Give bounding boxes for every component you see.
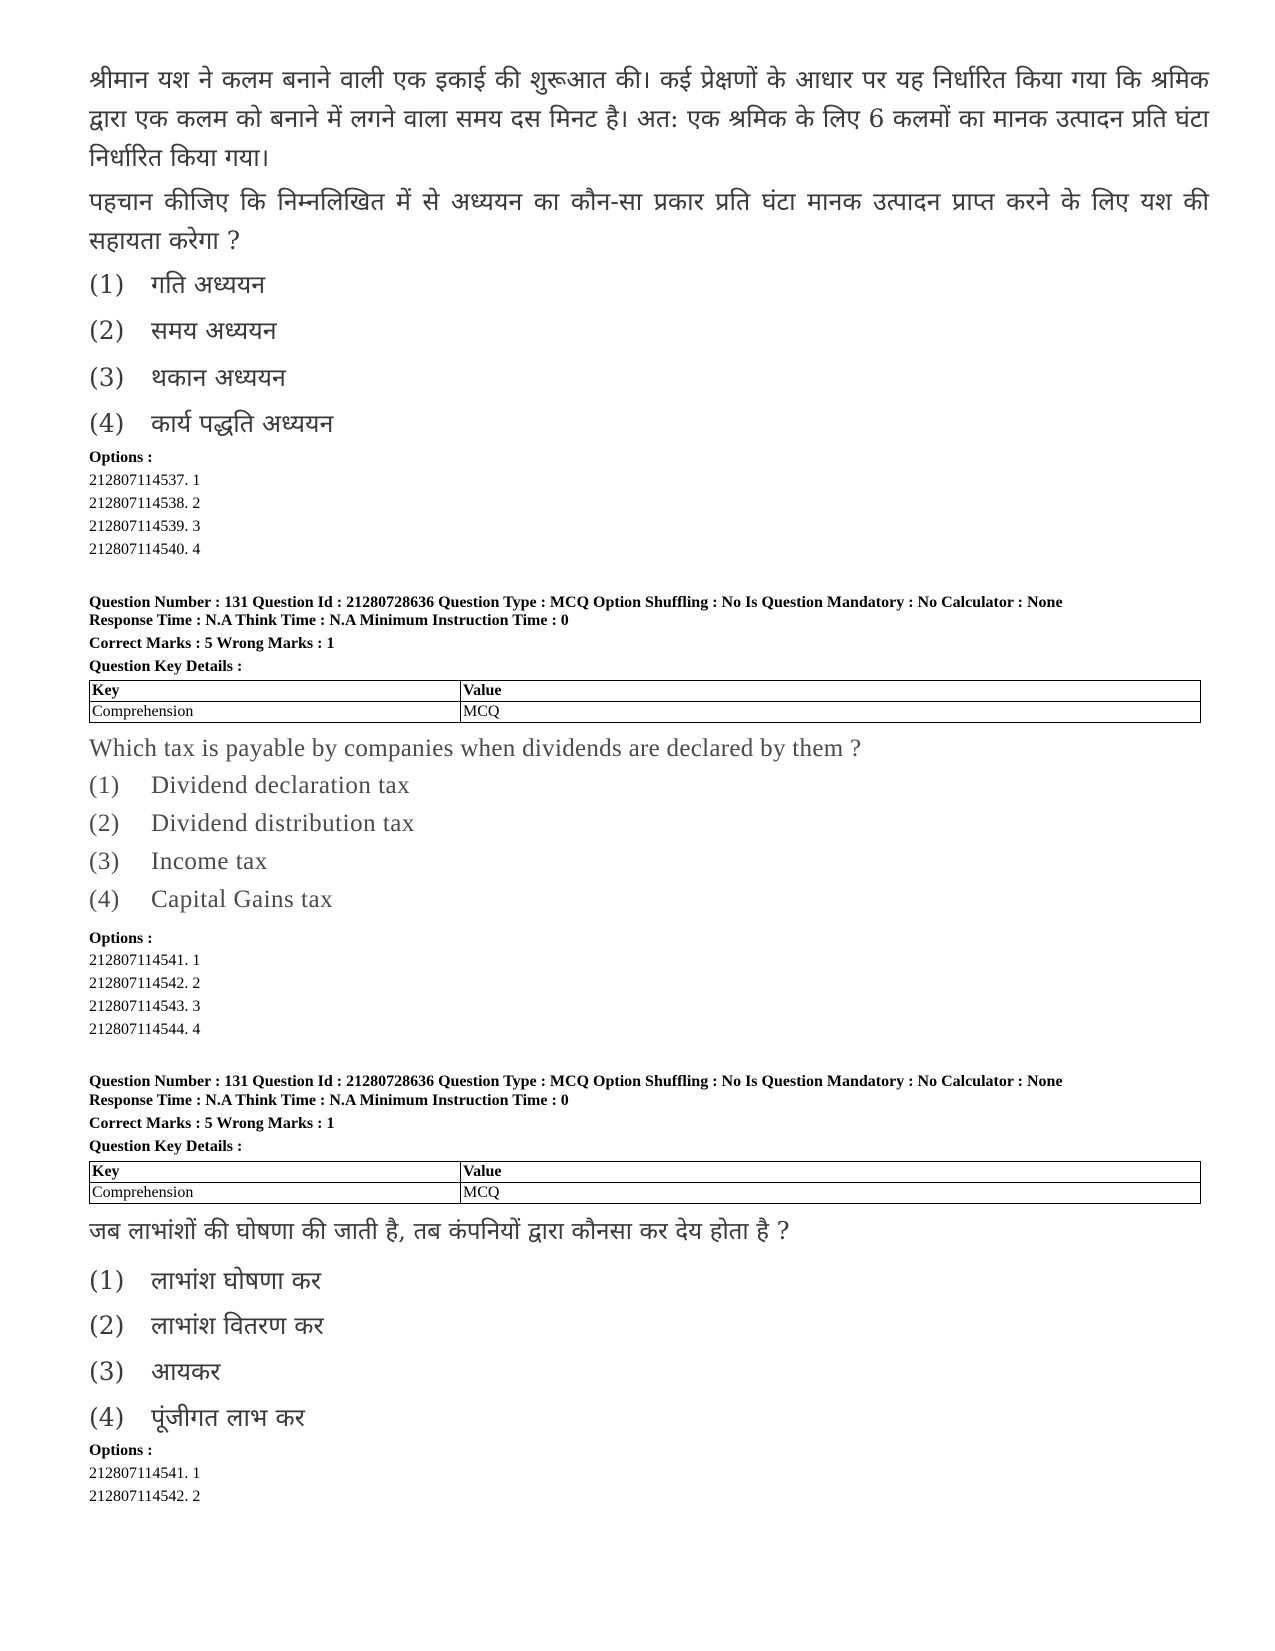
choice-1 bbox=[89, 772, 410, 800]
choice-number: (3) bbox=[89, 848, 120, 875]
table-header-row bbox=[90, 1162, 1201, 1183]
table-cell-key: Comprehension bbox=[90, 702, 461, 723]
choice-2 bbox=[89, 313, 277, 347]
options-label: Options : bbox=[89, 1442, 153, 1459]
question-text: Which tax is payable by companies when dividends are declared by them ? bbox=[89, 735, 862, 762]
choice-number: (4) bbox=[89, 886, 120, 913]
option-id: 212807114541. 1 bbox=[89, 952, 201, 969]
table-row bbox=[90, 702, 1201, 723]
table-header-key: Key bbox=[90, 681, 461, 702]
options-label: Options : bbox=[89, 449, 153, 466]
choice-4 bbox=[89, 1400, 305, 1434]
choice-number: (4) bbox=[89, 1403, 125, 1432]
choice-text: Dividend distribution tax bbox=[151, 810, 415, 837]
question-meta: Response Time : N.A Think Time : N.A Minimum Instruction Time : 0 bbox=[89, 1092, 569, 1109]
choice-1 bbox=[89, 267, 265, 301]
table-row bbox=[90, 1183, 1201, 1204]
option-id: 212807114538. 2 bbox=[89, 495, 201, 512]
choice-number: (2) bbox=[89, 1311, 125, 1340]
option-id: 212807114539. 3 bbox=[89, 518, 201, 535]
option-id: 212807114540. 4 bbox=[89, 541, 201, 558]
choice-4 bbox=[89, 406, 333, 440]
choice-text: समय अध्ययन bbox=[151, 316, 277, 345]
choice-3 bbox=[89, 360, 286, 394]
table-header-value: Value bbox=[461, 1162, 1201, 1183]
question-meta: Response Time : N.A Think Time : N.A Minimum Instruction Time : 0 bbox=[89, 612, 569, 629]
choice-1 bbox=[89, 1263, 321, 1297]
choice-text: लाभांश वितरण कर bbox=[151, 1311, 324, 1340]
choice-4 bbox=[89, 886, 333, 914]
choice-text: लाभांश घोषणा कर bbox=[151, 1266, 322, 1295]
table-cell-value: MCQ bbox=[461, 702, 1201, 723]
question-marks: Correct Marks : 5 Wrong Marks : 1 bbox=[89, 1115, 335, 1132]
passage-paragraph: श्रीमान यश ने कलम बनाने वाली एक इकाई की शुरूआत की। कई प्रेक्षणों के आधार पर यह निर्धारित किया गया कि श्रमिक द्वारा एक कलम को बनाने में लगने वाला समय दस मिनट है। अत: एक श्रमिक के लिए 6 कलमों का मानक उत्पादन प्रति घंटा निर्धारित किया गया। bbox=[89, 65, 1209, 172]
choice-text: गति अध्ययन bbox=[151, 270, 266, 299]
choice-text: पूंजीगत लाभ कर bbox=[151, 1403, 305, 1432]
choice-number: (3) bbox=[89, 1357, 125, 1386]
key-details-label: Question Key Details : bbox=[89, 1138, 243, 1155]
question-text: जब लाभांशों की घोषणा की जाती है, तब कंपनियों द्वारा कौनसा कर देय होता है ? bbox=[89, 1217, 790, 1245]
choice-number: (4) bbox=[89, 409, 125, 438]
choice-number: (2) bbox=[89, 316, 125, 345]
option-id: 212807114542. 2 bbox=[89, 1488, 201, 1505]
choice-number: (3) bbox=[89, 363, 125, 392]
options-label: Options : bbox=[89, 930, 153, 947]
key-value-table bbox=[89, 1161, 1201, 1204]
option-id: 212807114543. 3 bbox=[89, 998, 201, 1015]
option-id: 212807114544. 4 bbox=[89, 1021, 201, 1038]
question-meta: Question Number : 131 Question Id : 21280728636 Question Type : MCQ Option Shuffling : No Is Question Mandatory : No Calculator : None bbox=[89, 1073, 1063, 1090]
option-id: 212807114542. 2 bbox=[89, 975, 201, 992]
choice-number: (1) bbox=[89, 772, 120, 799]
question-prompt bbox=[89, 182, 1209, 260]
choice-3 bbox=[89, 1354, 220, 1388]
prompt-paragraph: पहचान कीजिए कि निम्नलिखित में से अध्ययन का कौन-सा प्रकार प्रति घंटा मानक उत्पादन प्राप्त करने के लिए यश की सहायता करेगा ? bbox=[89, 187, 1209, 255]
choice-2 bbox=[89, 1308, 324, 1342]
choice-number: (1) bbox=[89, 1266, 125, 1295]
question-marks: Correct Marks : 5 Wrong Marks : 1 bbox=[89, 635, 335, 652]
choice-text: Dividend declaration tax bbox=[151, 772, 411, 799]
table-header-value: Value bbox=[461, 681, 1201, 702]
table-cell-key: Comprehension bbox=[90, 1183, 461, 1204]
table-header-key: Key bbox=[90, 1162, 461, 1183]
choice-number: (1) bbox=[89, 270, 125, 299]
question-passage bbox=[89, 60, 1209, 177]
option-id: 212807114537. 1 bbox=[89, 472, 201, 489]
choice-text: कार्य पद्धति अध्ययन bbox=[151, 409, 334, 438]
choice-number: (2) bbox=[89, 810, 120, 837]
choice-2 bbox=[89, 810, 415, 838]
table-header-row bbox=[90, 681, 1201, 702]
choice-text: Capital Gains tax bbox=[151, 886, 334, 913]
table-cell-value: MCQ bbox=[461, 1183, 1201, 1204]
choice-text: थकान अध्ययन bbox=[151, 363, 286, 392]
option-id: 212807114541. 1 bbox=[89, 1465, 201, 1482]
question-meta: Question Number : 131 Question Id : 21280728636 Question Type : MCQ Option Shuffling : No Is Question Mandatory : No Calculator : None bbox=[89, 594, 1063, 611]
key-details-label: Question Key Details : bbox=[89, 658, 243, 675]
choice-text: आयकर bbox=[151, 1357, 221, 1386]
choice-3 bbox=[89, 848, 268, 876]
choice-text: Income tax bbox=[151, 848, 268, 875]
key-value-table bbox=[89, 680, 1201, 723]
